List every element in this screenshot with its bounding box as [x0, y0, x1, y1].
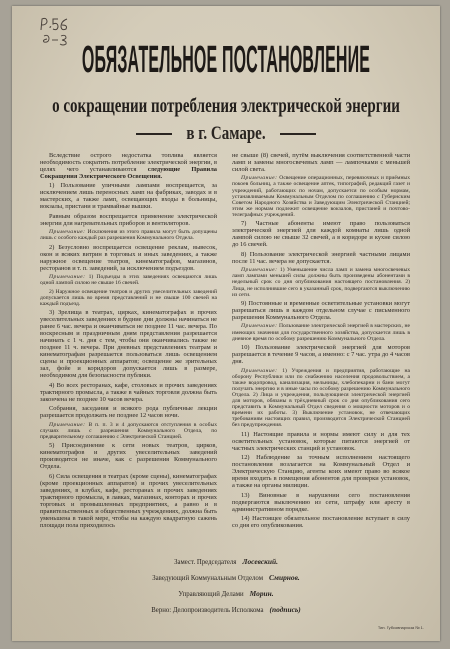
signature-role: Заведующий Коммунальным Отделом	[152, 575, 263, 582]
clause-14: 14) Настоящее обязательное постановление вступает в силу со дня его опубликования.	[232, 515, 410, 530]
decree-title	[12, 41, 440, 82]
note-label: Примечание:	[241, 267, 278, 274]
clause-3: 3) Зрелища в театрах, цирках, кинематографах и прочих увеселительных заведениях в будние дни должны начинаться не ранее 6 час. вечера и оканчиваться не позднее 11 час. вечера. По воскресным и праздничным дням представления разрешается начинать с 1 ч. дня с тем, чтобы они оканчивались также не позднее 11 ч. вечера. При дневных представлениях театрам и кинематографам разрешается пользоваться лишь освещением сцены и проекционных аппаратов; освещение же зрительных зал, фойе и коридоров допускается лишь в размере, необходимом для безопасности публики.	[40, 309, 217, 380]
clause-9-note	[232, 323, 410, 341]
note-label: Примечание:	[49, 421, 86, 428]
clause-13: 13) Виновные в нарушении сего постановления подвергаются выключению из сети, штрафу или аресту в административном порядке.	[232, 491, 410, 513]
note-label: Примечание:	[241, 175, 278, 182]
note-text: В п. п. 3 и 4 допускаются отступления в особых случаях лишь с разрешения Коммунального Отдела, по предварительному соглашению с Электрической Станцией.	[40, 421, 217, 440]
preamble-text: Вследствие острого недостатка топлива является необходимость сократить потребление электрической энергии, в целях чего устанавливаются	[40, 152, 217, 173]
clause-5: 5) Присоединение к сети новых театров, цирков, кинематографов и других увеселительных заведений производится не иначе, как с разрешения Коммунального Отдела.	[40, 442, 217, 471]
poster-sheet	[12, 6, 440, 641]
clause-12: 12) Наблюдение за точным исполнением настоящего постановления возлагается на Коммунальный Отдел и Электрическую Станцию, агенты коих имеют право во всякое время входить в помещения абонентов для проверки установок, а также на органы милиции.	[232, 454, 410, 490]
note-text: 1) Уменьшение числа ламп и замена многосвечевых ламп лампами меньшей силы должны быть произведены абонентами в недельный срок со дня опубликования настоящего постановления. 2) Лица, не исполнившие сего в указанный срок, подвергаются выключению из сети.	[232, 267, 410, 298]
note-text: 1) Подъезды в этих заведениях освещаются лишь одной лампой силою не свыше 16 свечей.	[40, 274, 217, 287]
signature-name: Смирнов.	[269, 573, 300, 582]
note-label: Примечание:	[49, 229, 86, 236]
signature-line-communal-head	[12, 574, 440, 583]
decree-place	[12, 125, 440, 143]
clause-7: 7) Частные абоненты имеют право пользоваться электрической энергией для каждой комнаты лишь одной лампой силою не свыше 32 свечей, а в коридоре и кухне силою до 16 свечей.	[232, 220, 410, 249]
signature-role: Верно: Делопроизводитель Исполкома	[151, 607, 264, 614]
decree-place-text: в г. Самаре.	[186, 123, 266, 144]
clause-4: 4) Во всех ресторанах, кафе, столовых и прочих заведениях трактирного промысла, а также в чайных торговля должна быть закончена не позднее 10 часов вечера.	[40, 381, 217, 403]
clause-10-note	[232, 368, 410, 429]
signature-name: (подпись)	[269, 605, 301, 614]
clause-1-addendum: Равным образом воспрещается применение электрической энергии для нагревательных приборов и вентиляторов.	[40, 212, 217, 227]
signature-line-office-manager	[12, 590, 440, 599]
decree-subtitle	[12, 95, 440, 118]
signature-line-deputy-chair	[12, 558, 440, 567]
note-text: 1) Учреждения и предприятия, работающие на оборону Республики или по снабжению населения продовольствием, а также водопровод, канализация, мельницы, хлебопекарни и бани могут получать энергию и в иные часы по особому разрешению Коммунального Отдела. 2) Лица и учреждения, пользующиеся электрической энергией для моторов, обязаны в трёхдневный срок со дня опубликования сего представить в Коммунальный Отдел сведения о мощности моторов и о времени их работы. 3) Выключение установок, не отвечающих требованиям настоящих правил, производится Электрической Станцией без предупреждения.	[232, 367, 410, 429]
decree-title-text: ОБЯЗАТЕЛЬНОЕ ПОСТАНОВЛЕНИЕ	[81, 41, 371, 82]
note-text: Освещение операционных, перевязочных и приёмных покоев больниц, а также освещение аптек, типографий, редакций газет и учреждений, работающих по ночам, допускается по особым нормам, устанавливаемым Коммунальным Отделом по соглашению с Губернским Советом Народного Хозяйства и Заведующим Электрической Станцией; этим же нормам подлежит освещение вокзалов, пристаней и почтово-телеграфных учреждений.	[232, 175, 410, 218]
note-text: Пользование электрической энергией в мастерских, не имеющих значения для государственного хозяйства, допускается лишь в дневное время по особому разрешению Коммунального Отдела.	[232, 323, 410, 342]
decree-subtitle-text: о сокращении потребления электрической энергии	[52, 95, 400, 118]
signature-role: Замест. Председателя	[174, 559, 237, 566]
note-label: Примечание:	[241, 367, 278, 374]
clause-6-continued: не свыше (8) свечей, путём выключения соответственной части ламп и замены многосвечевых ламп — лампочками с меньшей силой света.	[232, 152, 410, 173]
clause-4-note	[40, 422, 217, 440]
clause-4-addendum: Собрания, заседания и всякого рода публичные лекции разрешается продолжать не позднее 12 часов ночи.	[40, 405, 217, 420]
clause-1: 1) Пользование уличными лампами воспрещается, за исключением лишь переносных ламп на фабриках, заводах и в мастерских, а также ламп, освещающих входы в больницы, вокзалы, пристани и трамвайные вышки.	[40, 182, 217, 211]
preamble	[40, 152, 217, 180]
signature-role: Управляющий Делами	[178, 591, 244, 598]
right-dash-rule	[280, 133, 316, 135]
signature-name: Морин.	[249, 589, 274, 598]
clause-8: 8) Пользование электрической энергией частными лицами после 11 час. вечера не допускается.	[232, 250, 410, 265]
signature-line-clerk	[12, 606, 440, 615]
signature-name: Лосевский.	[242, 557, 278, 566]
note-label: Примечание:	[241, 323, 278, 330]
left-column	[40, 152, 217, 548]
clause-11: 11) Настоящие правила и нормы имеют силу и для тех осветительных установок, которые питаются энергией от частных электрических станций и установок.	[232, 430, 410, 452]
clause-1-note	[40, 229, 217, 241]
clause-9: 9) Постоянные и временные осветительные установки могут разрешаться лишь в каждом отдельном случае с письменного разрешения Коммунального Отдела.	[232, 300, 410, 322]
preamble-emphasis: следующие Правила Сокращения Электрического Освещения.	[40, 166, 217, 180]
printer-imprint: Тип. Губсовнархоза № 1.	[377, 625, 424, 630]
note-text: Исключения из этого правила могут быть допущены лишь с особого каждый раз разрешения Коммунального Отдела.	[40, 229, 217, 242]
note-label: Примечание:	[49, 274, 86, 281]
clause-6: 6) Сила освещения в театрах (кроме сцены), кинематографах (кроме проекционных аппаратов) и прочих увеселительных заведениях, в клубах, кафе, ресторанах и прочих заведениях трактирного промысла, в лавках, магазинах, конторах и прочих торговых и промышленных предприятиях, а равно и в правительственных и общественных учреждениях, должна быть уменьшена в такой мере, чтобы на каждую квадратную сажень площади пола приходилось	[40, 472, 217, 529]
clause-10: 10) Пользование электрической энергией для моторов разрешается в течение 9 часов, а именно: с 7 час. утра до 4 часов дня.	[232, 344, 410, 366]
clause-2-note-1	[40, 274, 217, 286]
clause-8-note	[232, 267, 410, 297]
clause-6-note	[232, 175, 410, 218]
left-dash-rule	[136, 133, 172, 135]
clause-2-note-2: 2) Наружное освещение театров и других увеселительных заведений допускается лишь во время представлений и не свыше 100 свечей на каждый подъезд.	[40, 288, 217, 307]
right-column	[232, 152, 410, 548]
clause-2: 2) Безусловно воспрещается освещение реклам, вывесок, окон и всяких витрин в торговых и иных заведениях, а также наружное освещение театров, кинематографов, магазинов, ресторанов и т. п. заведений, за исключением подъездов.	[40, 243, 217, 272]
